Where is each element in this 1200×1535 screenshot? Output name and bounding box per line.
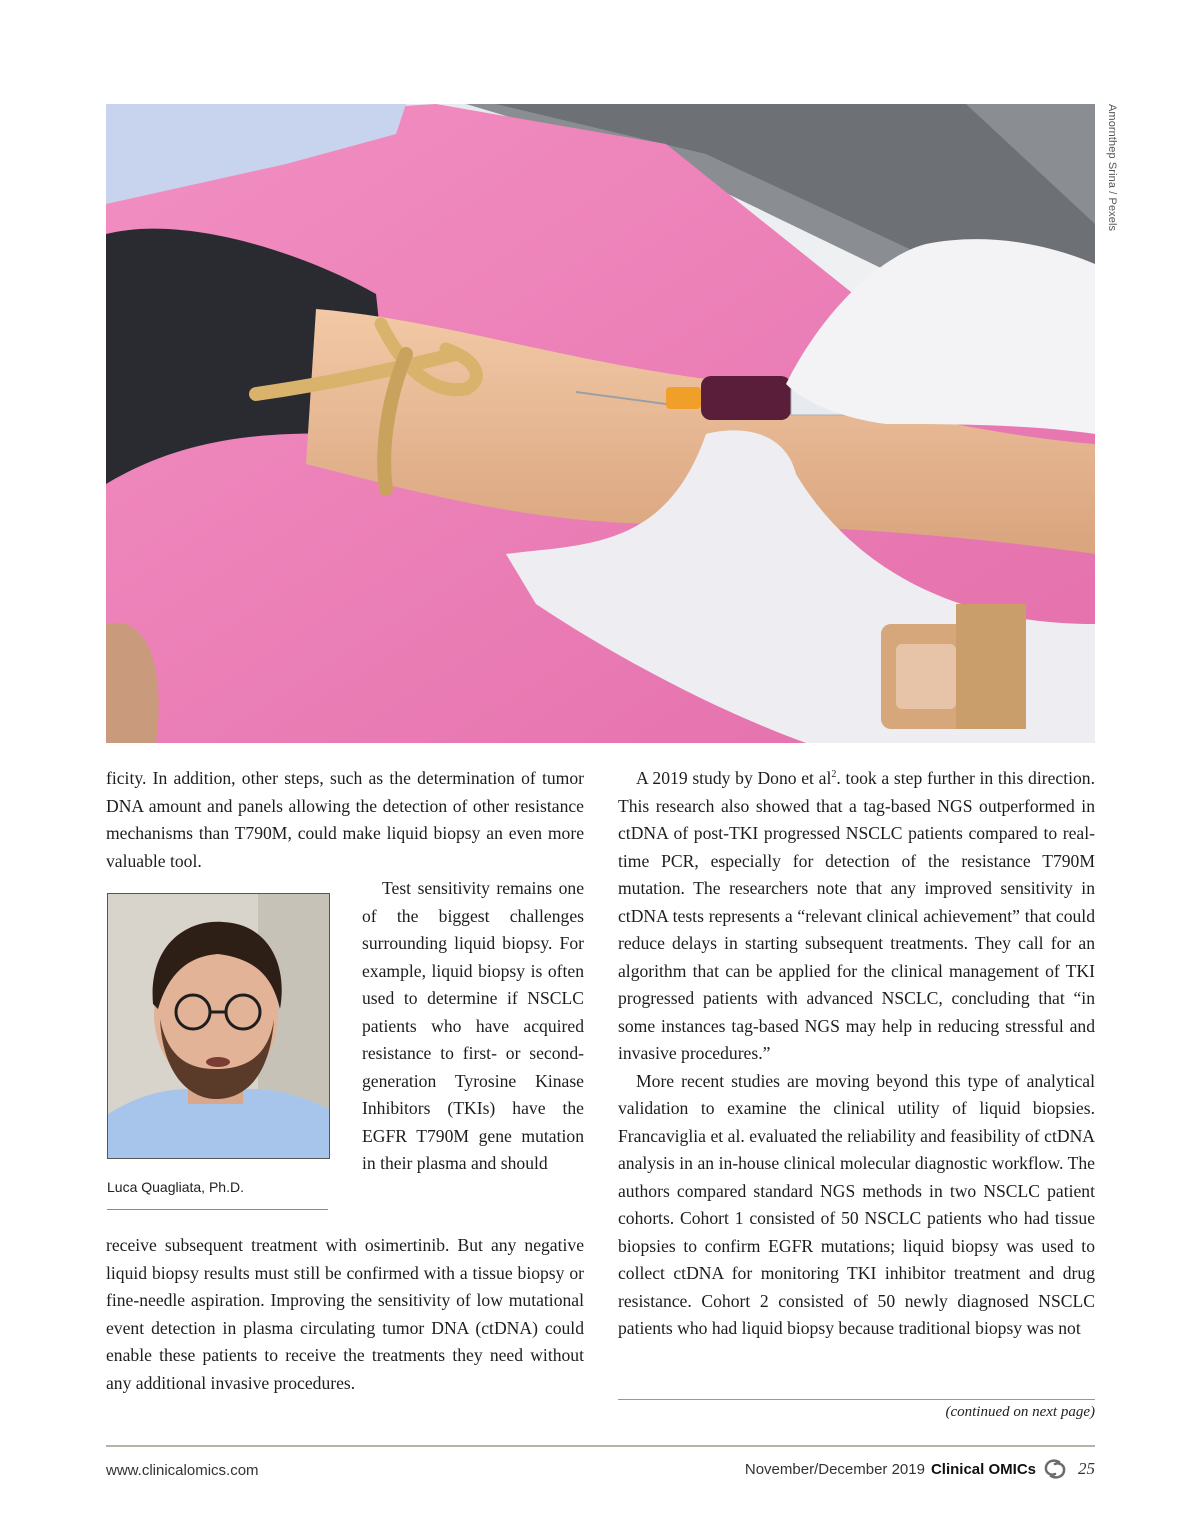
continued-note: (continued on next page) [945,1404,1095,1420]
left-column-intro [106,765,584,875]
clinical-omics-logo-icon [1042,1458,1068,1480]
author-portrait [107,893,330,1159]
caption-divider [107,1209,328,1210]
right-paragraph-2: More recent studies are moving beyond this type of analytical validation to examine the clinical utility of liquid biopsies. Francaviglia et al. evaluated the reliability and feasibility of ctDNA analysis in an in-house clinical molecular diagnostic workflow. The authors compared standard NGS methods in two NSCLC patient cohorts. Cohort 1 consisted of 50 NSCLC patients who had tissue biopsies to confirm EGFR mutations; liquid biopsy was used to collect ctDNA for monitoring TKI inhibitor treatment and drug resistance. Cohort 2 consisted of 50 newly diagnosed NSCLC patients who had liquid biopsy because traditional biopsy was not [618,1070,1095,1338]
left-column-wrapped [362,875,584,1178]
portrait-caption: Luca Quagliata, Ph.D. [107,1179,244,1195]
footer-issue: November/December 2019 [744,1460,925,1478]
footer-divider [106,1445,1095,1447]
footer-url: www.clinicalomics.com [106,1462,259,1479]
left-wrap-paragraph: Test sensitivity remains one of the biggest challenges surrounding liquid biopsy. For example, liquid biopsy is often used to determine if NSCLC patients who have acquired resistance to first- or second-generation Tyrosine Kinase Inhibitors (TKIs) have the EGFR T790M gene mutation in their plasma and should [362,878,584,1173]
footer-magazine: Clinical OMICs [930,1460,1036,1478]
left-intro-paragraph: ficity. In addition, other steps, such as the determination of tumor DNA amount and panels allowing the detection of other resistance mechanisms than T790M, could make liquid biopsy an even more valuable tool. [106,768,584,871]
photo-credit: Amornthep Srina / Pexels [1106,104,1118,232]
left-column-continued [106,1232,584,1397]
right-paragraph-1: A 2019 study by Dono et $al^2$. took a step further in this direction. This research also showed that a tag-based NGS outperformed in ctDNA of post-TKI progressed NSCLC patients compared to real-time PCR, especially for detection of the resistance T790M mutation. The researchers note that any improved sensitivity in ctDNA tests represents a “relevant clinical achievement” that could reduce delays in starting subsequent treatments. They call for an algorithm that can be applied for the clinical management of TKI progressed patients with advanced NSCLC, concluding that “in some instances tag-based NGS may help in reducing stressful and invasive procedures.” [618,768,1095,1063]
continued-divider [618,1399,1095,1400]
blood-draw-photo [106,104,1095,743]
page-number: 25 [1078,1459,1095,1478]
footer-issue-info [745,1458,1095,1480]
right-column [618,765,1095,1343]
left-after-paragraph: receive subsequent treatment with osimertinib. But any negative liquid biopsy results must still be confirmed with a tissue biopsy or fine-needle aspiration. Improving the sensitivity of low mutational event detection in plasma circulating tumor DNA (ctDNA) could enable these patients to receive the treatments they need without any additional invasive procedures. [106,1235,584,1393]
